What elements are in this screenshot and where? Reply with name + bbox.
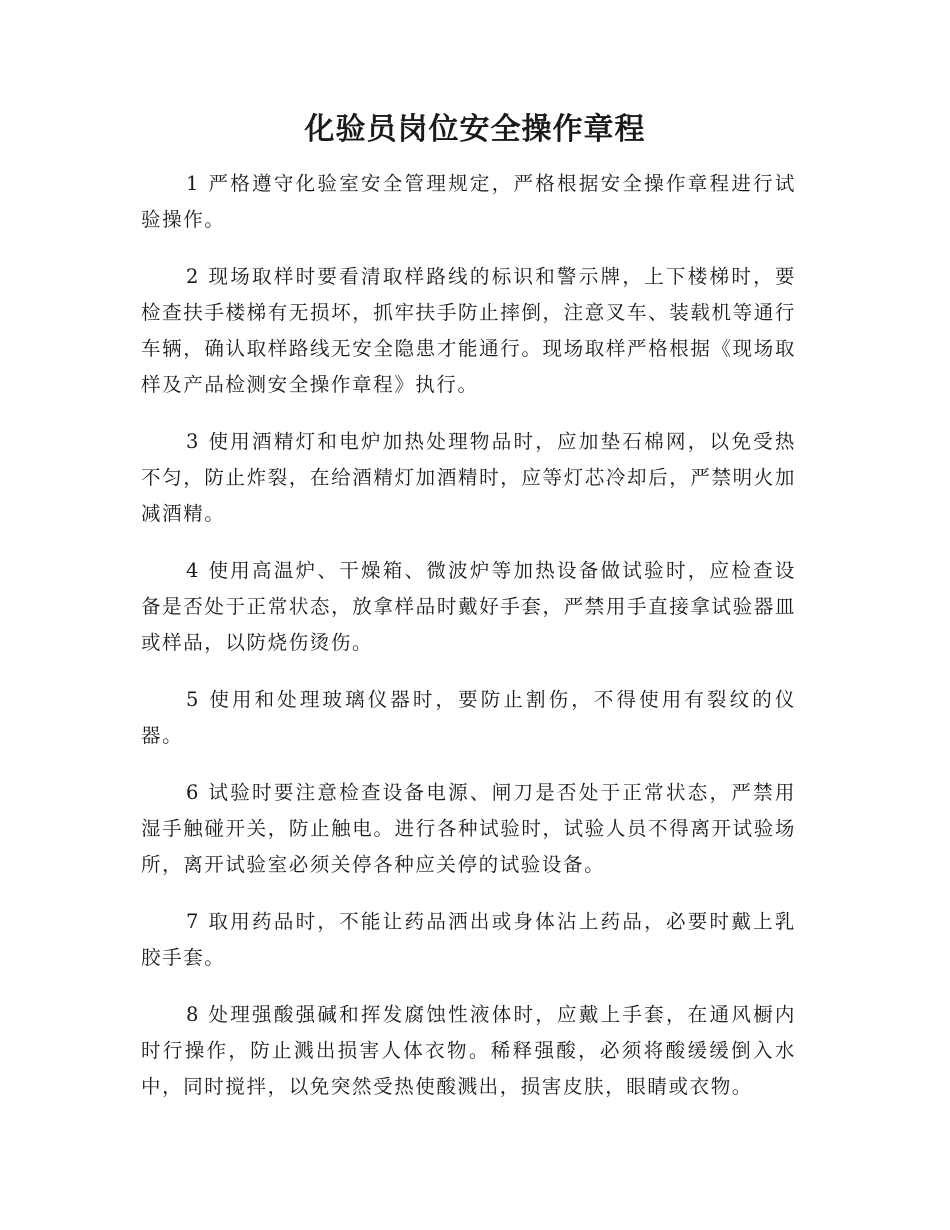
paragraph-5: 5 使用和处理玻璃仪器时，要防止割伤，不得使用有裂纹的仪器。 bbox=[141, 688, 796, 747]
paragraph-8: 8 处理强酸强碱和挥发腐蚀性液体时，应戴上手套，在通风橱内时行操作，防止溅出损害人体衣物。稀释强酸，必须将酸缓缓倒入水中，同时搅拌，以免突然受热使酸溅出，损害皮肤，眼睛或衣物。 bbox=[141, 1003, 796, 1098]
document-body bbox=[141, 166, 796, 1126]
paragraph-4: 4 使用高温炉、干燥箱、微波炉等加热设备做试验时，应检查设备是否处于正常状态，放拿样品时戴好手套，严禁用手直接拿试验器皿或样品，以防烧伤烫伤。 bbox=[141, 559, 796, 654]
paragraph-1: 1 严格遵守化验室安全管理规定，严格根据安全操作章程进行试验操作。 bbox=[141, 172, 796, 231]
paragraph-2: 2 现场取样时要看清取样路线的标识和警示牌，上下楼梯时，要检查扶手楼梯有无损坏，抓牢扶手防止摔倒，注意叉车、装载机等通行车辆，确认取样路线无安全隐患才能通行。现场取样严格根据《现场取样及产品检测安全操作章程》执行。 bbox=[141, 265, 796, 396]
document-title: 化验员岗位安全操作章程 bbox=[304, 112, 646, 147]
paragraph-3: 3 使用酒精灯和电炉加热处理物品时，应加垫石棉网，以免受热不匀，防止炸裂，在给酒精灯加酒精时，应等灯芯冷却后，严禁明火加减酒精。 bbox=[141, 430, 796, 525]
paragraph-7: 7 取用药品时，不能让药品洒出或身体沾上药品，必要时戴上乳胶手套。 bbox=[141, 910, 796, 969]
paragraph-6: 6 试验时要注意检查设备电源、闸刀是否处于正常状态，严禁用湿手触碰开关，防止触电。进行各种试验时，试验人员不得离开试验场所，离开试验室必须关停各种应关停的试验设备。 bbox=[141, 781, 796, 876]
